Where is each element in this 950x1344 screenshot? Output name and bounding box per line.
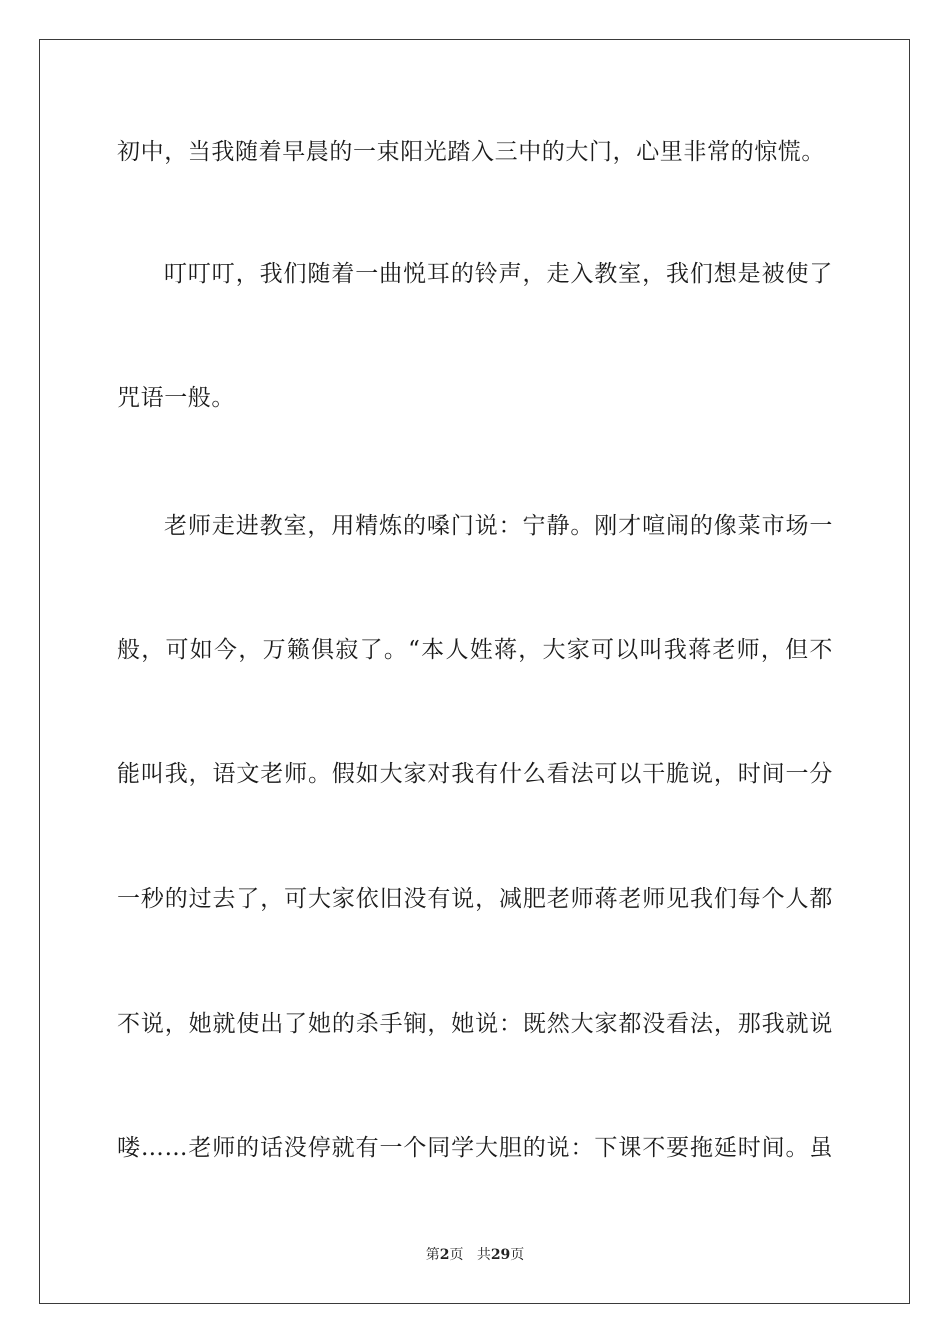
- footer-total-unit: 页: [510, 1247, 525, 1263]
- text-line-6: 能叫我，语文老师。假如大家对我有什么看法可以干脆说，时间一分: [117, 761, 833, 787]
- footer-page-unit: 页: [449, 1247, 464, 1263]
- text-line-4: 老师走进教室，用精炼的嗓门说：宁静。刚才喧闹的像菜市场一: [164, 513, 833, 539]
- page-current: 2: [439, 1247, 450, 1263]
- text-line-7: 一秒的过去了，可大家依旧没有说，减肥老师蒋老师见我们每个人都: [117, 886, 833, 912]
- footer-total-prefix: 共: [476, 1247, 491, 1263]
- page-footer: [0, 1246, 950, 1264]
- text-line-5: 般，可如今，万籁俱寂了。“本人姓蒋，大家可以叫我蒋老师，但不: [117, 637, 833, 663]
- footer-prefix: 第: [425, 1247, 440, 1263]
- text-line-1: 初中，当我随着早晨的一束阳光踏入三中的大门，心里非常的惊慌。: [117, 139, 825, 165]
- page-frame: [39, 39, 910, 1304]
- text-line-2: 叮叮叮，我们随着一曲悦耳的铃声，走入教室，我们想是被使了: [164, 261, 833, 287]
- text-line-9: 喽……老师的话没停就有一个同学大胆的说：下课不要拖延时间。虽: [117, 1135, 833, 1161]
- text-line-8: 不说，她就使出了她的杀手锏，她说：既然大家都没看法，那我就说: [117, 1011, 833, 1037]
- text-line-3: 咒语一般。: [117, 385, 235, 411]
- page-total: 29: [490, 1247, 511, 1263]
